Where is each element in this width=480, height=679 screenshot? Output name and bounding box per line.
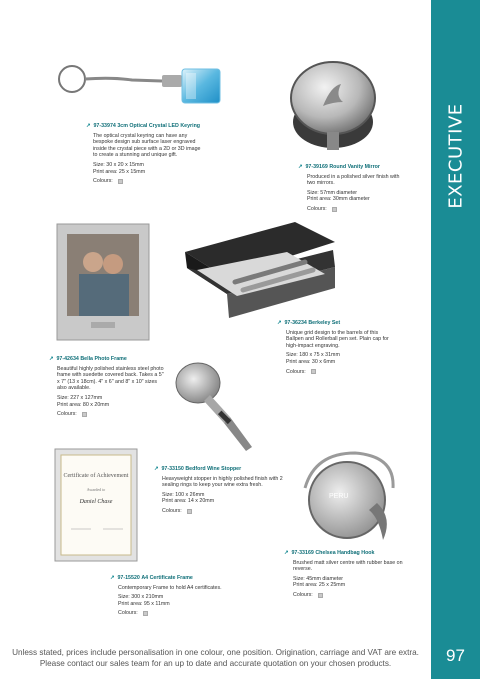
keyring-image [52, 55, 232, 117]
product-keyring [86, 123, 204, 185]
wine-stopper-image [170, 355, 260, 455]
footer-line-1: Unless stated, prices include personalisation in one colour, one position. Origination, carriage and VAT are extra. [12, 648, 419, 657]
product-print-area: Print area: 25 x 15mm [93, 168, 146, 175]
product-wine-stopper [154, 466, 309, 515]
photo-frame-image [55, 222, 155, 344]
handbag-hook-image [295, 448, 403, 548]
arrow-icon: ↗ [49, 356, 54, 362]
product-size: Size: 30 x 20 x 15mm [93, 161, 144, 168]
arrow-icon: ↗ [110, 575, 115, 581]
product-heading: ↗ 97-33974 3cm Optical Crystal LED Keyring [86, 123, 201, 129]
product-print-area: Print area: 30mm diameter [307, 196, 370, 203]
vanity-mirror-image [283, 56, 383, 156]
colour-swatch-silver [311, 369, 316, 374]
product-description: Contemporary Frame to hold A4 certificates. [118, 584, 222, 591]
product-heading: ↗ 97-15520 A4 Certificate Frame [110, 575, 193, 581]
certificate-line-text: Awarded to [86, 487, 106, 492]
product-description: Produced in a polished silver finish with two mirrors. [307, 173, 400, 187]
product-pen-set [277, 320, 397, 375]
colours-label: Colours: [307, 205, 327, 212]
product-size: Size: 300 x 210mm [118, 594, 164, 601]
product-certificate-frame [110, 575, 222, 617]
arrow-icon: ↗ [154, 466, 159, 472]
product-heading: ↗ 97-39169 Round Vanity Mirror [298, 164, 380, 170]
colours-label: Colours: [57, 411, 77, 418]
arrow-icon: ↗ [284, 550, 289, 556]
product-handbag-hook [284, 550, 404, 599]
colours-label: Colours: [93, 178, 113, 185]
certificate-frame-image [53, 447, 141, 565]
section-title: EXECUTIVE [445, 103, 467, 209]
product-heading: ↗ 97-36234 Berkeley Set [277, 320, 341, 326]
product-description: Unique grid design to the barrels of this Ballpen and Rollerball pen set. Plain cap for high-impact engraving. [286, 329, 389, 349]
colour-swatch-silver [143, 611, 148, 616]
product-heading: ↗ 97-33169 Chelsea Handbag Hook [284, 550, 375, 556]
arrow-icon: ↗ [298, 164, 303, 170]
colour-swatch-silver [332, 207, 337, 212]
product-photo-frame [49, 356, 167, 418]
arrow-icon: ↗ [277, 320, 282, 326]
colours-label: Colours: [286, 368, 306, 375]
product-size: Size: 227 x 127mm [57, 394, 103, 401]
colour-swatch-silver [187, 509, 192, 514]
product-description: Heavyweight stopper in highly polished finish with 2 sealing rings to keep your wine extra fresh. [162, 475, 283, 489]
product-description: Beautiful highly polished stainless steel photo frame with suedette covered back. Takes a 5" x 7" (13 x 18cm). 4" x 6" and 8" x 10" sizes also available. [57, 365, 164, 392]
product-vanity-mirror [298, 164, 406, 213]
colours-label: Colours: [162, 507, 182, 514]
colours-label: Colours: [293, 591, 313, 598]
colour-swatch-silver [118, 179, 123, 184]
product-print-area: Print area: 95 x 11mm [118, 600, 170, 607]
hook-logo-text: PERU [329, 493, 349, 500]
colour-swatch-silver [82, 412, 87, 417]
arrow-icon: ↗ [86, 123, 91, 129]
page-number: 97 [446, 646, 465, 665]
product-description: Brushed matt silver centre with rubber base on reverse. [293, 559, 403, 573]
product-size: Size: 100 x 26mm [162, 491, 205, 498]
product-size: Size: 57mm diameter [307, 189, 358, 196]
colours-label: Colours: [118, 610, 138, 617]
product-print-area: Print area: 14 x 20mm [162, 498, 215, 505]
product-size: Size: 180 x 75 x 31mm [286, 352, 340, 359]
product-description: The optical crystal keyring can have any bespoke design sub surface laser engraved inside the crystal piece with a 2D or 3D image to create a stunning and unique gift. [93, 132, 201, 159]
certificate-name-text: Daniel Chase [79, 499, 113, 505]
product-heading: ↗ 97-33150 Bedford Wine Stopper [154, 466, 242, 472]
product-print-area: Print area: 25 x 25mm [293, 582, 346, 589]
product-print-area: Print area: 30 x 6mm [286, 358, 336, 365]
product-heading: ↗ 97-42634 Bella Photo Frame [49, 356, 127, 362]
footer-line-2: Please contact our sales team for an up to date and accurate quotation on your chosen products. [39, 658, 392, 668]
product-print-area: Print area: 80 x 20mm [57, 401, 110, 408]
colour-swatch-silver [318, 593, 323, 598]
footer-disclaimer [0, 648, 431, 669]
product-size: Size: 45mm diameter [293, 575, 344, 582]
pen-set-image [175, 222, 337, 320]
certificate-title-text: Certificate of Achievement [63, 473, 129, 479]
